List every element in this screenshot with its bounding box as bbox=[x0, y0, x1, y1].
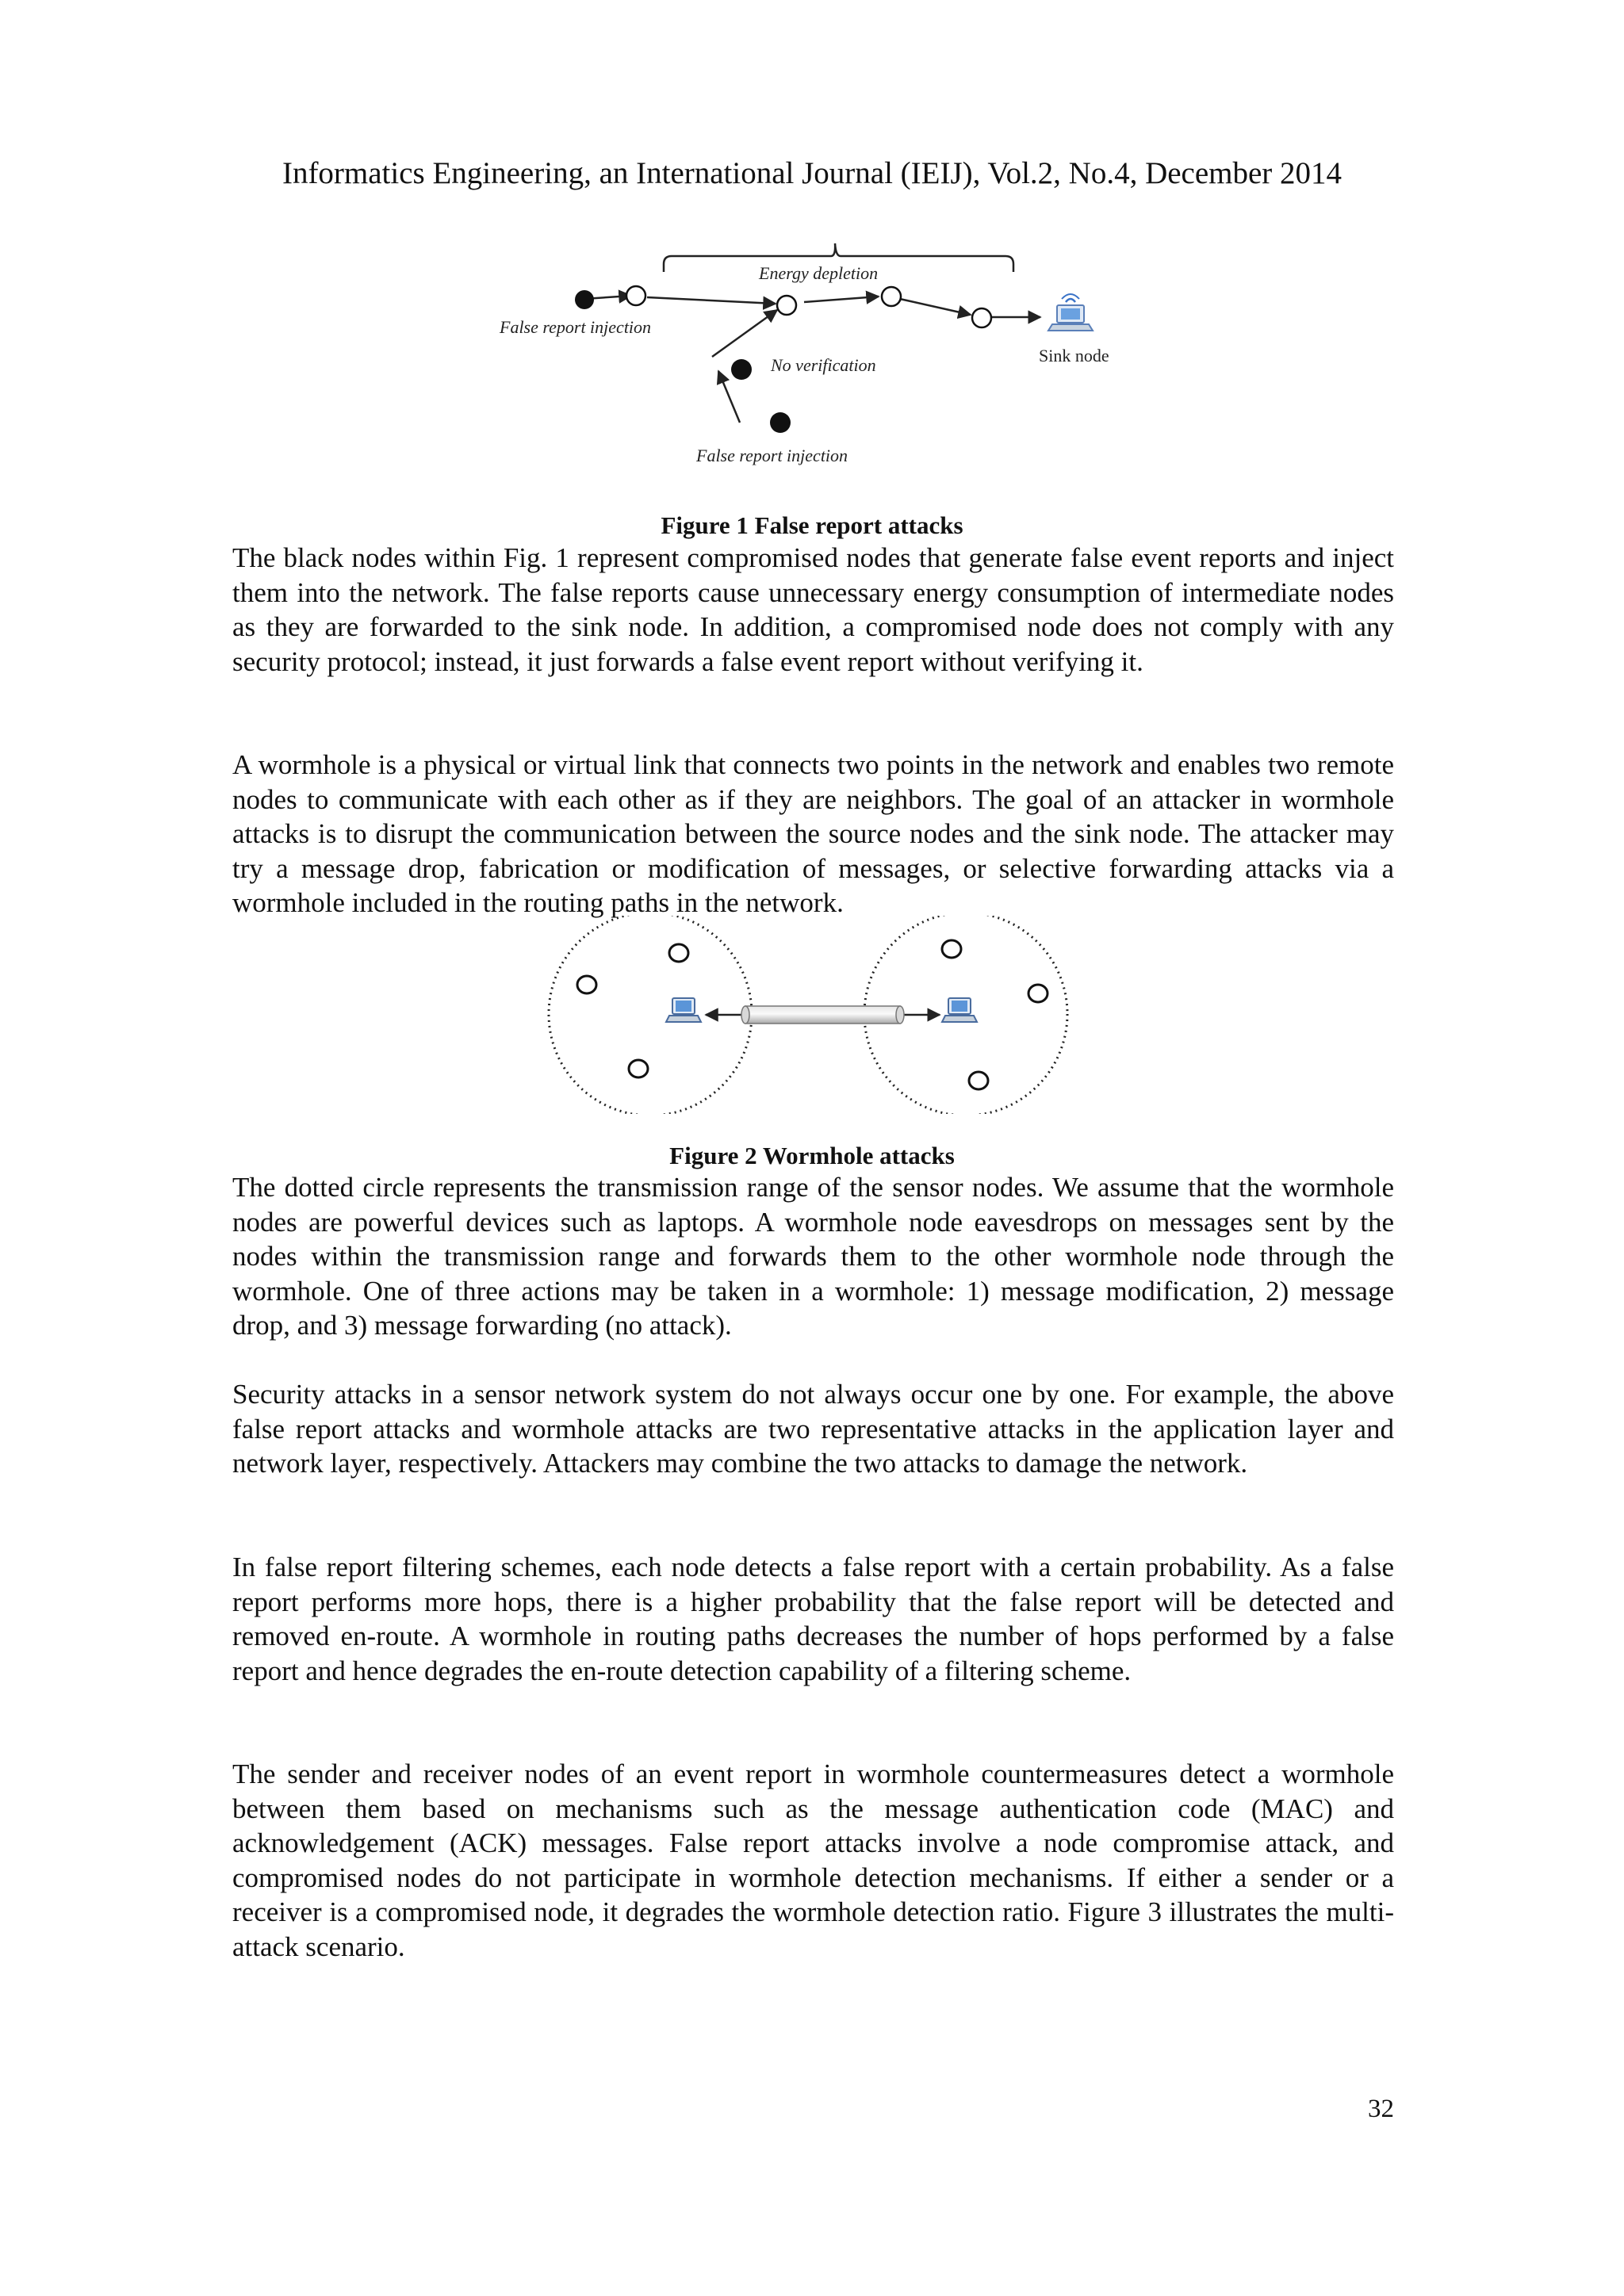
paragraph-1: The black nodes within Fig. 1 represent compromised nodes that generate false event reports and inject them into the network. The false reports cause unnecessary energy consumption of intermediate nodes as they are forwarded to the sink node. In addition, a compromised node does not comply with any security protocol; instead, it just forwards a false event report without verifying it. bbox=[232, 542, 1394, 677]
figure-2-caption: Figure 2 Wormhole attacks bbox=[669, 1142, 955, 1169]
false-report-injection-label-bottom: False report injection bbox=[696, 446, 848, 465]
page-number: 32 bbox=[1368, 2095, 1394, 2123]
sensor-node bbox=[969, 1072, 988, 1089]
paragraph-6: The sender and receiver nodes of an event report in wormhole countermeasures detect a wormhole between them based on mechanisms such as the message authentication code (MAC) and acknowledgement (ACK) messages. False report attacks involve a node compromise attack, and compromised nodes do not participate in wormhole detection mechanisms. If either a sender or a receiver is a compromised node, it degrades the wormhole detection ratio. Figure 3 illustrates the multi-attack scenario. bbox=[232, 1758, 1394, 1962]
compromised-node bbox=[575, 290, 594, 309]
paragraph-2: A wormhole is a physical or virtual link that connects two points in the network and enables two remote nodes to communicate with each other as if they are neighbors. The goal of an attacker in wormhole attacks is to disrupt the communication between the source nodes and the sink node. The attacker may try a message drop, fabrication or modification of messages, or selective forwarding attacks via a wormhole included in the routing paths in the network. bbox=[232, 749, 1394, 918]
figure-1-caption: Figure 1 False report attacks bbox=[661, 511, 963, 539]
sensor-node bbox=[629, 1060, 648, 1077]
false-report-injection-label-left: False report injection bbox=[500, 317, 652, 337]
wormhole-tunnel bbox=[741, 1006, 904, 1024]
paragraph-3: The dotted circle represents the transmission range of the sensor nodes. We assume that the wormhole nodes are powerful devices such as laptops. A wormhole node eavesdrops on messages sent by the nodes within the transmission range and forwards them to the other wormhole node through the wormhole. One of three actions may be taken in a wormhole: 1) message modification, 2) message drop, and 3) message forwarding (no attack). bbox=[232, 1172, 1394, 1341]
no-verification-label: No verification bbox=[771, 355, 876, 375]
paragraph-4: Security attacks in a sensor network system do not always occur one by one. For example, the above false report attacks and wormhole attacks are two representative attacks in the application layer and network layer, respectively. Attackers may combine the two attacks to damage the network. bbox=[232, 1379, 1394, 1479]
figure-1-false-report-diagram bbox=[476, 226, 1158, 480]
compromised-node bbox=[731, 359, 752, 380]
laptop-icon-right bbox=[942, 998, 977, 1022]
sensor-node bbox=[669, 944, 688, 962]
sensor-node bbox=[1028, 985, 1048, 1002]
sink-node-icon bbox=[1048, 294, 1093, 331]
paragraph-5: In false report filtering schemes, each node detects a false report with a certain probability. As a false report performs more hops, there is a higher probability that the false report will be detected and removed en-route. A wormhole in routing paths decreases the number of hops performed by a false report and hence degrades the en-route detection capability of a filtering scheme. bbox=[232, 1552, 1394, 1686]
compromised-node bbox=[770, 412, 791, 433]
sensor-node bbox=[777, 296, 796, 315]
sensor-node bbox=[882, 287, 901, 306]
sensor-node bbox=[942, 940, 961, 958]
sensor-node bbox=[577, 976, 596, 993]
journal-header: Informatics Engineering, an International Journal (IEIJ), Vol.2, No.4, December 2014 bbox=[282, 156, 1342, 190]
sink-node-label: Sink node bbox=[1039, 346, 1109, 365]
sensor-node bbox=[626, 286, 645, 305]
energy-depletion-label: Energy depletion bbox=[759, 263, 879, 283]
laptop-icon-left bbox=[666, 998, 701, 1022]
sensor-node bbox=[972, 308, 991, 327]
figure-2-wormhole-diagram bbox=[547, 916, 1078, 1114]
